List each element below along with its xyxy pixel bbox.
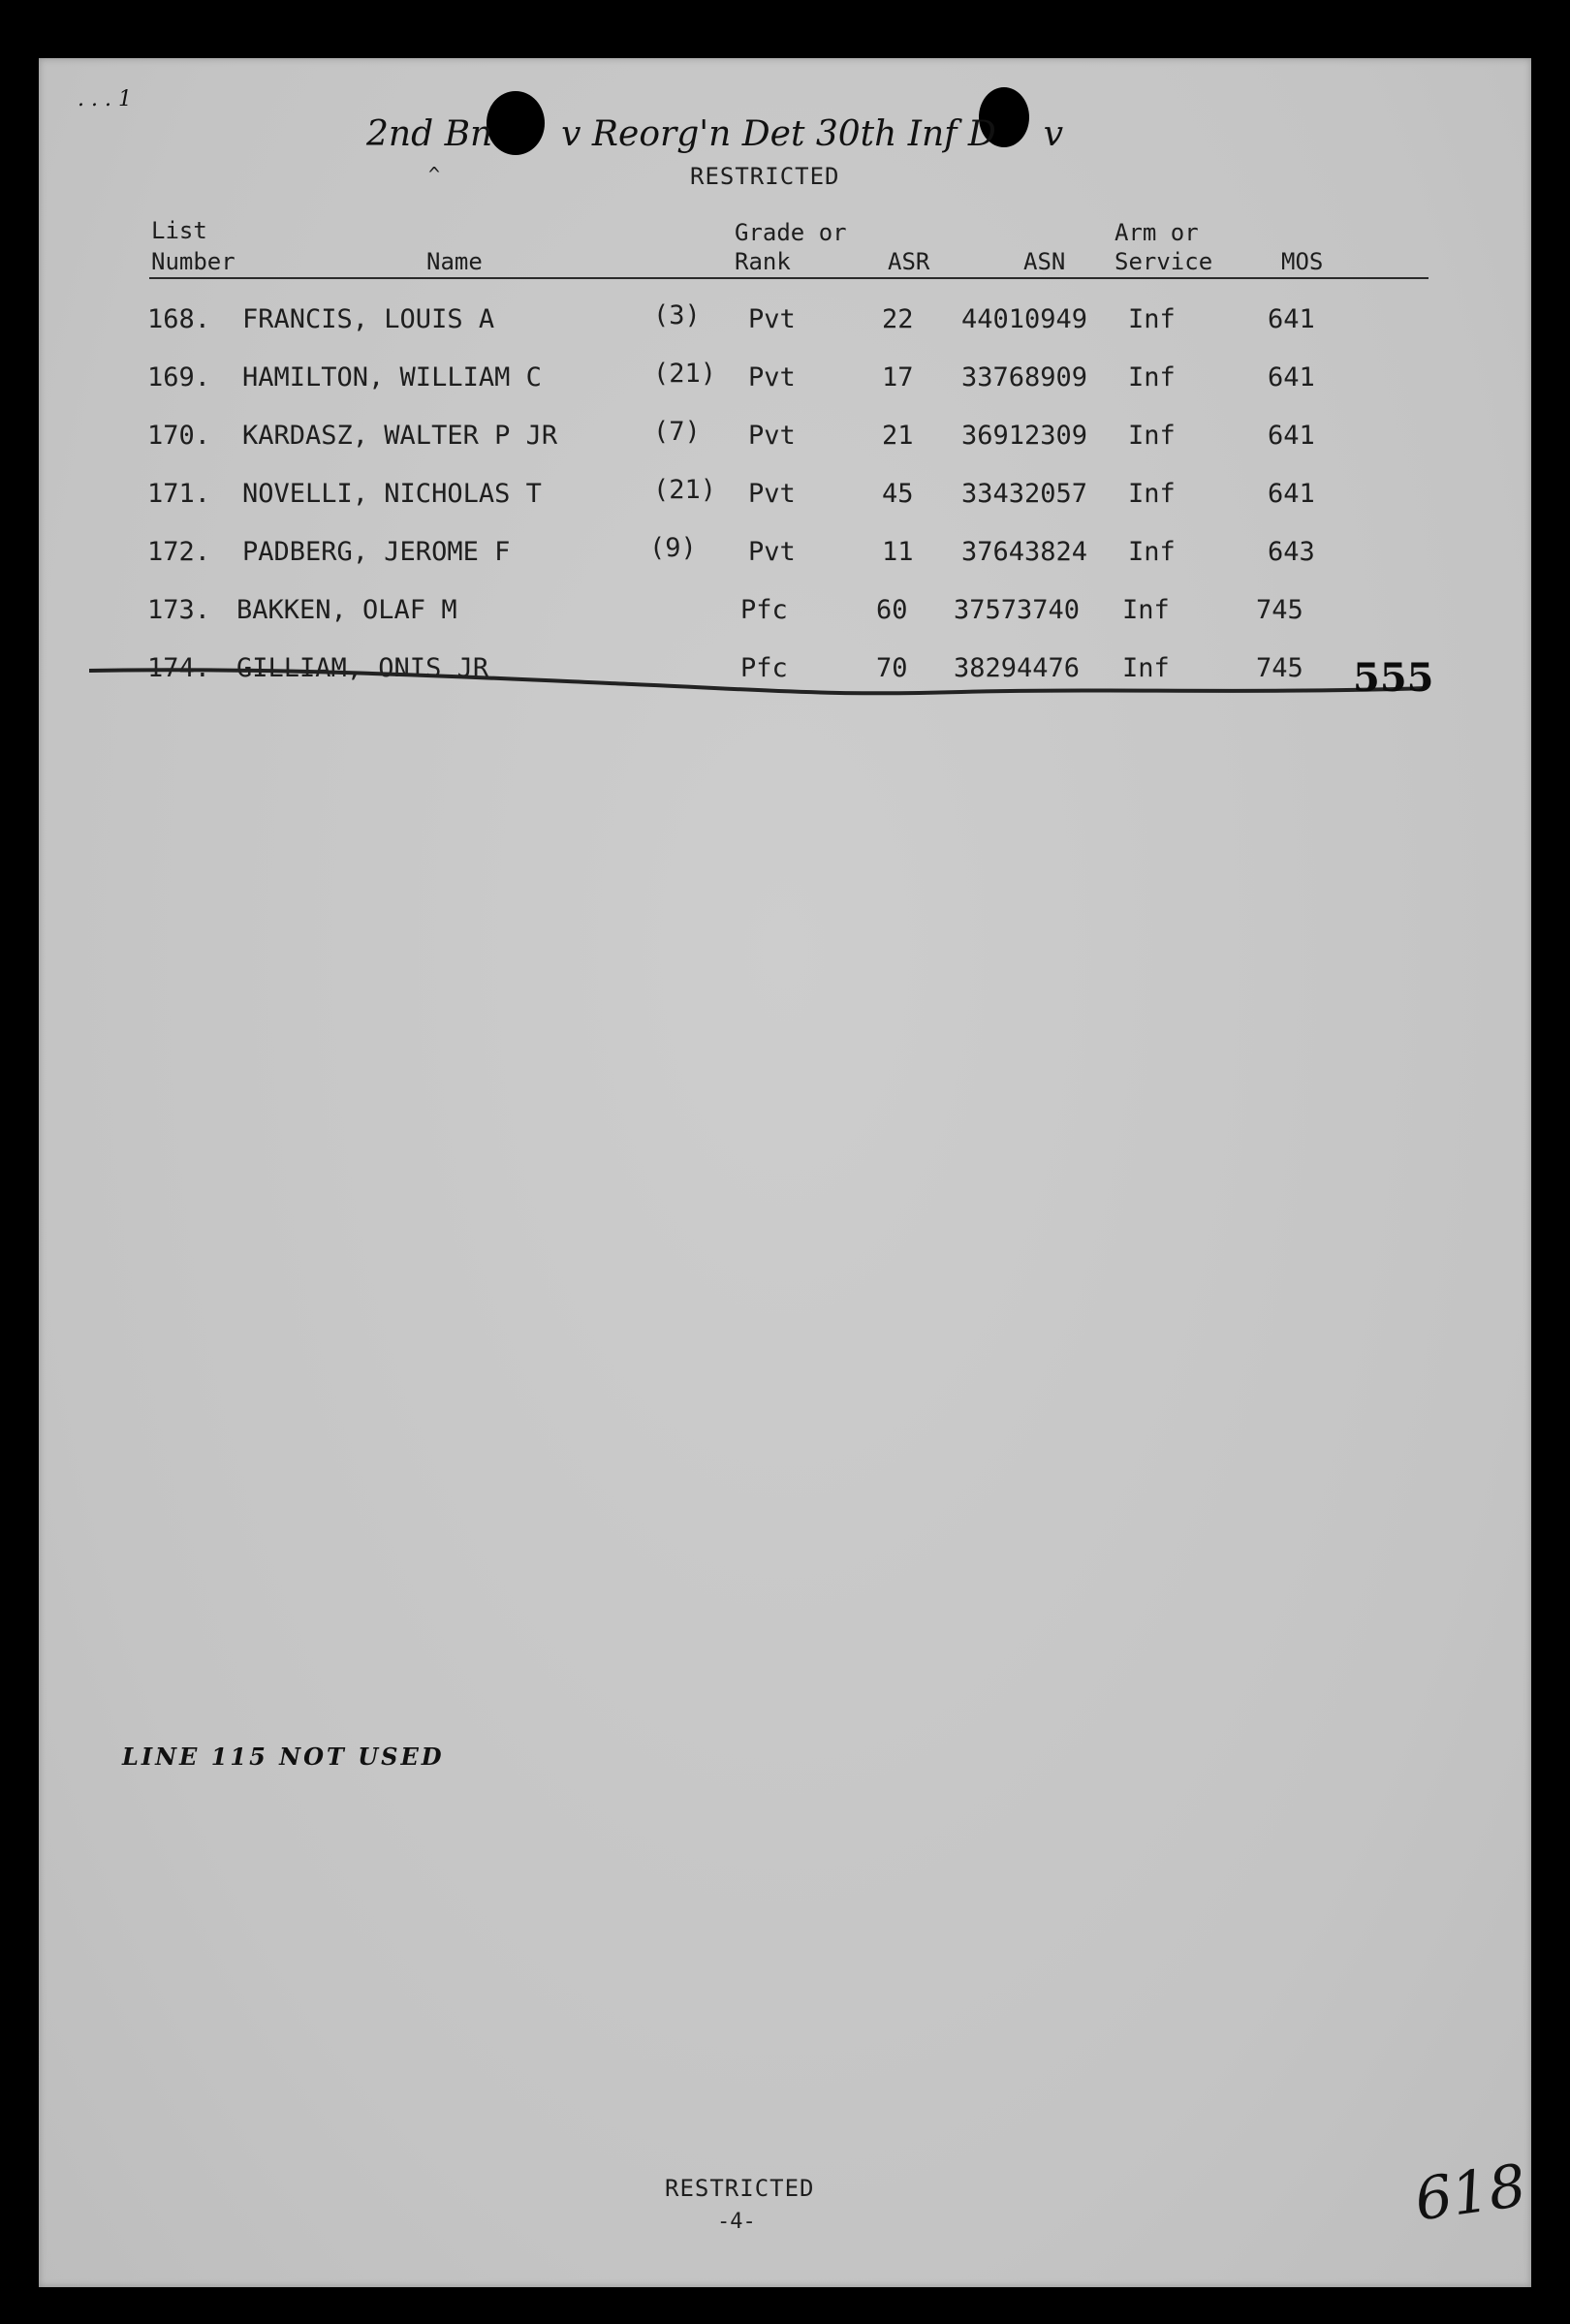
row-173-arm: Inf xyxy=(1122,595,1170,625)
row-168-number: 168. xyxy=(147,304,211,334)
row-173-number: 173. xyxy=(147,595,211,625)
page-number-stamp: 555 xyxy=(1353,655,1434,701)
row-168-arm: Inf xyxy=(1128,304,1176,334)
line-not-used-note: LINE 115 NOT USED xyxy=(122,1743,445,1771)
row-171-asr: 45 xyxy=(882,479,914,509)
col-header-rank: Rank xyxy=(735,248,791,275)
col-header-mos: MOS xyxy=(1281,248,1324,275)
row-172-rank: Pvt xyxy=(748,537,796,567)
handwritten-title xyxy=(366,114,1063,154)
row-173-mos: 745 xyxy=(1256,595,1303,625)
row-173-rank: Pfc xyxy=(740,595,788,625)
row-168-paren: (3) xyxy=(653,300,701,330)
row-168-name: FRANCIS, LOUIS A xyxy=(242,304,495,334)
row-174-asr: 70 xyxy=(876,653,908,683)
strike-through-line xyxy=(89,659,1427,727)
row-170-asr: 21 xyxy=(882,421,914,451)
row-169-number: 169. xyxy=(147,362,211,393)
col-header-list: List xyxy=(151,217,207,244)
row-168-mos: 641 xyxy=(1268,304,1315,334)
row-169-asn: 33768909 xyxy=(961,362,1088,393)
row-174-mos: 745 xyxy=(1256,653,1303,683)
row-173-asn: 37573740 xyxy=(954,595,1081,625)
row-170-name: KARDASZ, WALTER P JR xyxy=(242,421,558,451)
row-170-rank: Pvt xyxy=(748,421,796,451)
row-171-rank: Pvt xyxy=(748,479,796,509)
col-header-grade: Grade or xyxy=(735,219,847,246)
restricted-stamp-bottom: RESTRICTED xyxy=(665,2175,815,2202)
row-169-arm: Inf xyxy=(1128,362,1176,393)
row-169-paren: (21) xyxy=(653,359,717,389)
handwritten-title-part-a: 2nd Bn xyxy=(366,114,493,154)
row-174-number: 174. xyxy=(147,653,211,683)
header-underline xyxy=(149,277,1429,279)
row-171-number: 171. xyxy=(147,479,211,509)
row-172-mos: 643 xyxy=(1268,537,1315,567)
row-170-number: 170. xyxy=(147,421,211,451)
row-170-asn: 36912309 xyxy=(961,421,1088,451)
row-171-name: NOVELLI, NICHOLAS T xyxy=(242,479,542,509)
col-header-asn: ASN xyxy=(1023,248,1066,275)
col-header-number: Number xyxy=(151,248,236,275)
row-173-asr: 60 xyxy=(876,595,908,625)
corner-handwritten-number: 618 xyxy=(1410,2151,1530,2235)
row-171-arm: Inf xyxy=(1128,479,1176,509)
row-172-number: 172. xyxy=(147,537,211,567)
col-header-arm: Arm or xyxy=(1115,219,1199,246)
row-174-name: GILLIAM, ONIS JR xyxy=(236,653,489,683)
row-170-paren: (7) xyxy=(653,417,701,447)
row-170-arm: Inf xyxy=(1128,421,1176,451)
row-169-asr: 17 xyxy=(882,362,914,393)
row-171-asn: 33432057 xyxy=(961,479,1088,509)
col-header-name: Name xyxy=(426,248,483,275)
row-174-asn: 38294476 xyxy=(954,653,1081,683)
row-172-asn: 37643824 xyxy=(961,537,1088,567)
handwritten-title-part-c: v xyxy=(1043,114,1064,154)
row-170-mos: 641 xyxy=(1268,421,1315,451)
row-171-paren: (21) xyxy=(653,475,717,505)
document-sheet xyxy=(39,58,1531,2287)
row-172-arm: Inf xyxy=(1128,537,1176,567)
row-168-rank: Pvt xyxy=(748,304,796,334)
corner-marks: . . . 1 xyxy=(78,87,132,111)
row-174-rank: Pfc xyxy=(740,653,788,683)
row-172-asr: 11 xyxy=(882,537,914,567)
row-172-paren: (9) xyxy=(649,533,697,563)
col-header-asr: ASR xyxy=(888,248,930,275)
row-168-asr: 22 xyxy=(882,304,914,334)
row-172-name: PADBERG, JEROME F xyxy=(242,537,511,567)
restricted-stamp-top: RESTRICTED xyxy=(690,163,840,190)
row-168-asn: 44010949 xyxy=(961,304,1088,334)
tick-mark: ^ xyxy=(428,163,441,186)
row-169-mos: 641 xyxy=(1268,362,1315,393)
row-169-rank: Pvt xyxy=(748,362,796,393)
col-header-service: Service xyxy=(1115,248,1213,275)
row-169-name: HAMILTON, WILLIAM C xyxy=(242,362,542,393)
row-171-mos: 641 xyxy=(1268,479,1315,509)
bottom-page-number: -4- xyxy=(717,2210,756,2234)
row-174-arm: Inf xyxy=(1122,653,1170,683)
handwritten-title-part-b: v Reorg'n Det 30th Inf D xyxy=(561,114,996,154)
row-173-name: BAKKEN, OLAF M xyxy=(236,595,457,625)
